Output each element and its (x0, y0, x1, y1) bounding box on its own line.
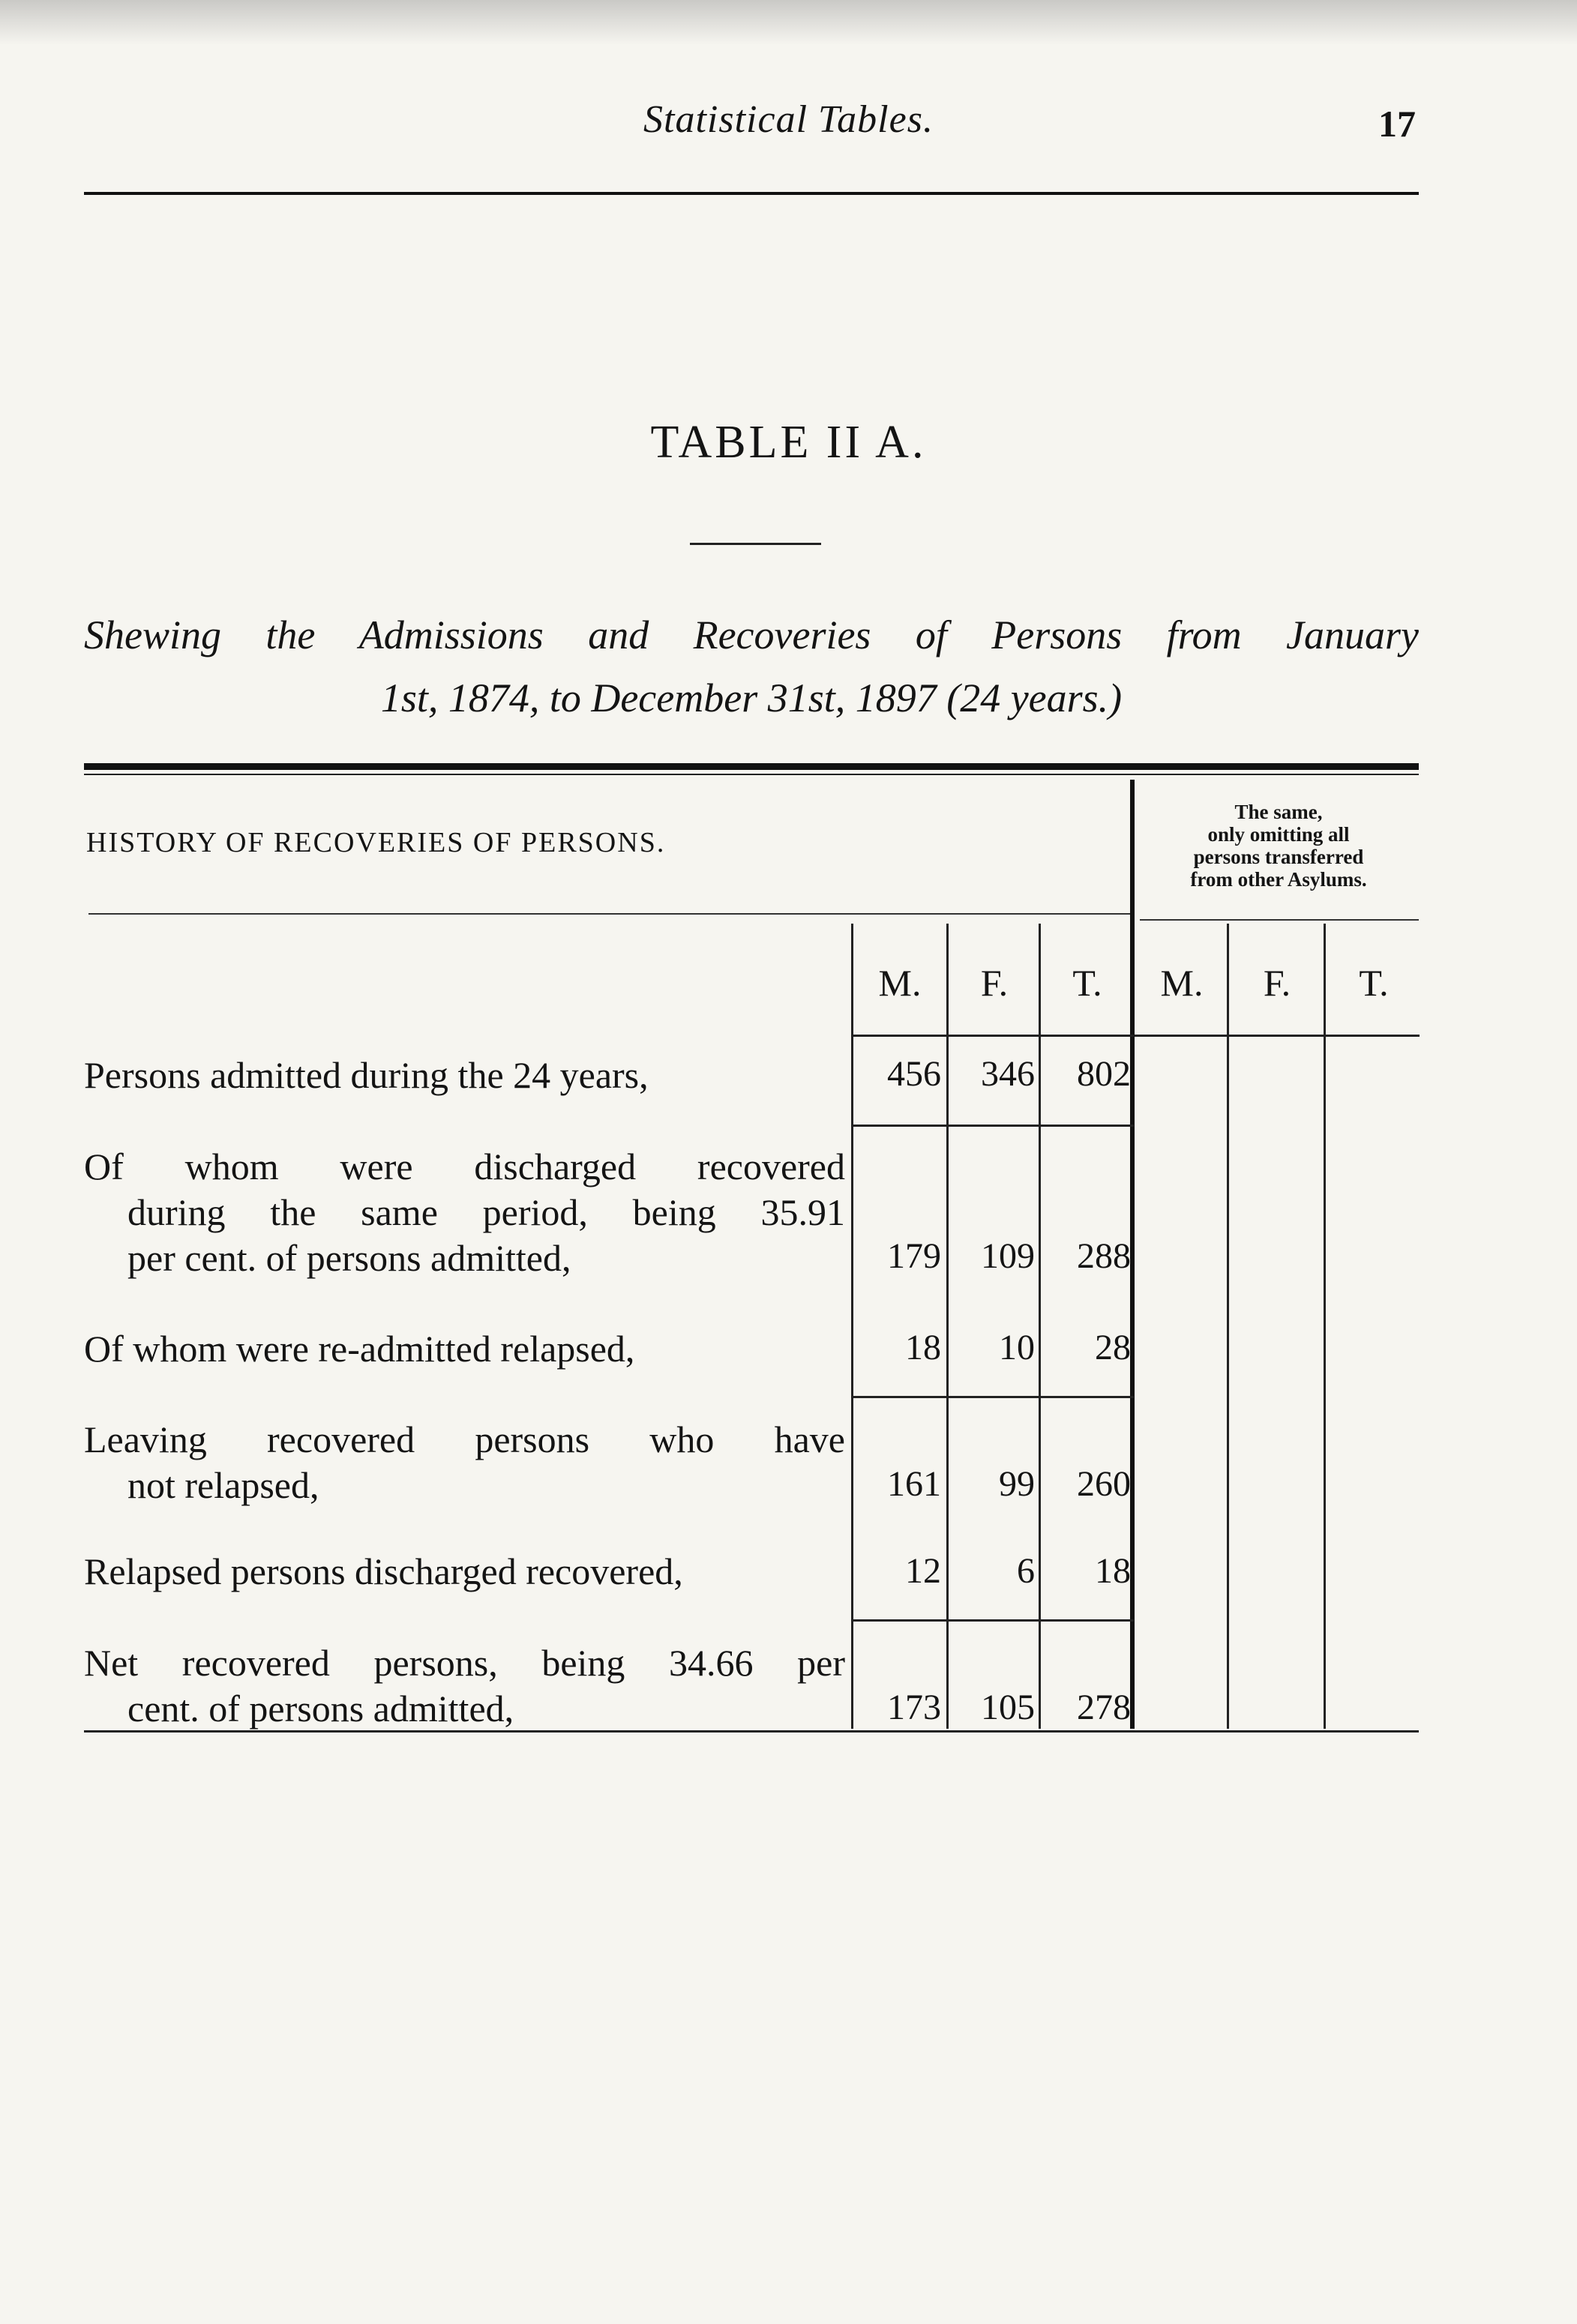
note-rule (1140, 919, 1419, 921)
row-label (84, 1326, 845, 1372)
table-cell: 802 (1077, 1054, 1131, 1094)
title-rule (690, 543, 821, 545)
same-note-line: persons transferred (1193, 846, 1364, 868)
table-cell: 105 (981, 1688, 1035, 1727)
column-header-m: M. (878, 962, 922, 1004)
column-header-f: F. (980, 962, 1009, 1004)
running-title: Statistical Tables. (643, 98, 934, 141)
row-label (84, 1053, 845, 1098)
row-label-line: not relapsed, (127, 1464, 319, 1506)
row-label (84, 1144, 845, 1281)
table-cell: 109 (981, 1236, 1035, 1276)
table-cell: 10 (999, 1328, 1035, 1367)
row-rule (853, 1125, 1134, 1127)
heading-rule (88, 913, 1135, 915)
header-rule (84, 192, 1419, 195)
column-header-t: T. (1359, 962, 1389, 1004)
subtitle-line-2: 1st, 1874, to December 31st, 1897 (24 years.) (380, 675, 1123, 720)
table-cell: 99 (999, 1464, 1035, 1504)
table-cell: 12 (905, 1551, 941, 1591)
table-title: TABLE II A. (650, 417, 927, 468)
row-rule (853, 1396, 1134, 1398)
table-bottom-rule (84, 1730, 1419, 1733)
table-subtitle (84, 603, 1419, 729)
table-cell: 278 (1077, 1688, 1131, 1727)
running-head (0, 97, 1577, 150)
row-label-line: Leaving recovered persons who have (84, 1418, 845, 1460)
table-cell: 173 (887, 1688, 941, 1727)
table-cell: 18 (905, 1328, 941, 1367)
table-cell: 18 (1095, 1551, 1131, 1591)
column-header-m: M. (1160, 962, 1204, 1004)
table-cell: 6 (1017, 1551, 1035, 1591)
table-cell: 260 (1077, 1464, 1131, 1504)
column-divider (1039, 924, 1041, 1729)
column-divider (1324, 924, 1326, 1729)
column-header-rule (853, 1035, 1134, 1037)
table-cell: 288 (1077, 1236, 1131, 1276)
row-label-line: cent. of persons admitted, (127, 1688, 514, 1730)
column-divider (851, 924, 853, 1729)
page-edge-shading (0, 0, 1577, 45)
same-note-line: The same, (1234, 801, 1323, 823)
table-cell: 161 (887, 1464, 941, 1504)
history-heading: HISTORY OF RECOVERIES OF PERSONS. (86, 827, 666, 858)
row-rule (853, 1619, 1134, 1622)
row-label (84, 1417, 845, 1508)
table-top-rule (84, 763, 1419, 770)
table-cell: 456 (887, 1054, 941, 1094)
row-label-line: during the same period, being 35.91 (127, 1191, 845, 1233)
column-header-t: T. (1072, 962, 1102, 1004)
page-number: 17 (1378, 103, 1416, 145)
column-divider (946, 924, 949, 1729)
table-top-rule-thin (84, 774, 1419, 775)
same-note (1140, 801, 1417, 891)
row-label (84, 1549, 845, 1595)
row-label-line: Of whom were discharged recovered (84, 1146, 845, 1187)
row-label (84, 1640, 845, 1732)
row-label-line: per cent. of persons admitted, (127, 1237, 571, 1279)
table-cell: 28 (1095, 1328, 1131, 1367)
row-label-line: Persons admitted during the 24 years, (84, 1054, 649, 1096)
same-note-line: only omitting all (1207, 823, 1350, 846)
row-label-line: Of whom were re-admitted relapsed, (84, 1328, 635, 1370)
table-cell: 346 (981, 1054, 1035, 1094)
subtitle-line-1: Shewing the Admissions and Recoveries of Persons from January (84, 612, 1419, 657)
column-divider (1227, 924, 1229, 1729)
table-cell: 179 (887, 1236, 941, 1276)
row-label-line: Relapsed persons discharged recovered, (84, 1550, 683, 1592)
column-header-f: F. (1263, 962, 1291, 1004)
column-header-rule (1135, 1035, 1420, 1037)
same-note-line: from other Asylums. (1190, 868, 1367, 891)
row-label-line: Net recovered persons, being 34.66 per (84, 1642, 845, 1684)
